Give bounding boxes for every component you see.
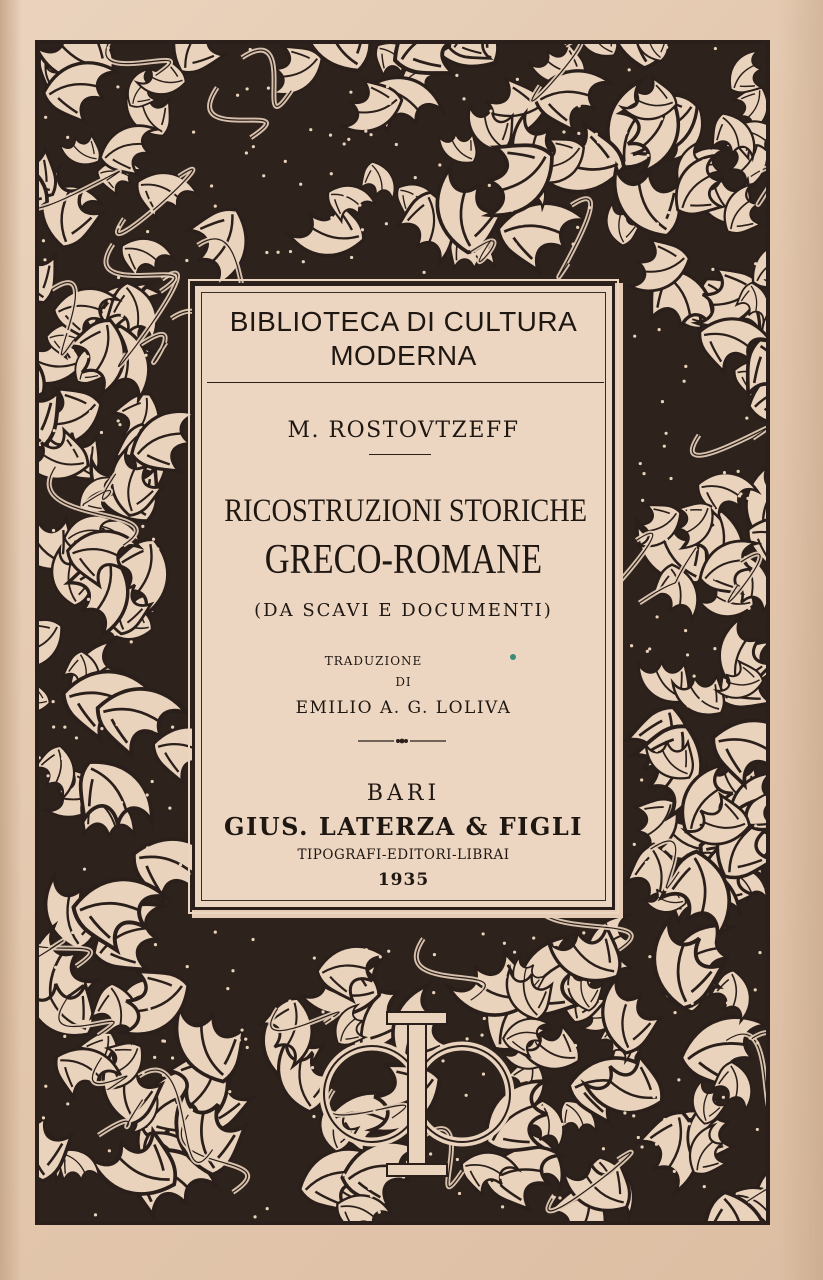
book-subtitle: (DA SCAVI E DOCUMENTI)	[254, 600, 553, 621]
title-panel-inner-border	[201, 292, 606, 901]
translation-by: DI	[395, 675, 412, 689]
publisher-description: TIPOGRAFI-EDITORI-LIBRAI	[297, 847, 510, 863]
book-title-line-2: GRECO-ROMANE	[264, 537, 543, 583]
translation-label: TRADUZIONE	[324, 654, 423, 668]
publisher-name: GIUS. LATERZA & FIGLI	[223, 812, 583, 841]
book-title-line-1: RICOSTRUZIONI STORICHE	[224, 493, 588, 529]
ink-spot	[510, 654, 516, 660]
publication-city: BARI	[366, 781, 441, 806]
translator-name: EMILIO A. G. LOLIVA	[295, 698, 512, 718]
page-edge	[778, 0, 823, 1280]
divider-rule	[207, 382, 604, 383]
flourish-divider-icon	[358, 736, 446, 746]
publication-year: 1935	[377, 870, 430, 890]
author-name: M. ROSTOVTZEFF	[287, 418, 520, 443]
short-divider	[369, 454, 431, 455]
series-title-line-1: BIBLIOTECA DI CULTURA	[229, 306, 578, 337]
spine-shadow	[0, 0, 22, 1280]
series-title-line-2: MODERNA	[330, 340, 477, 371]
title-panel	[192, 283, 615, 910]
